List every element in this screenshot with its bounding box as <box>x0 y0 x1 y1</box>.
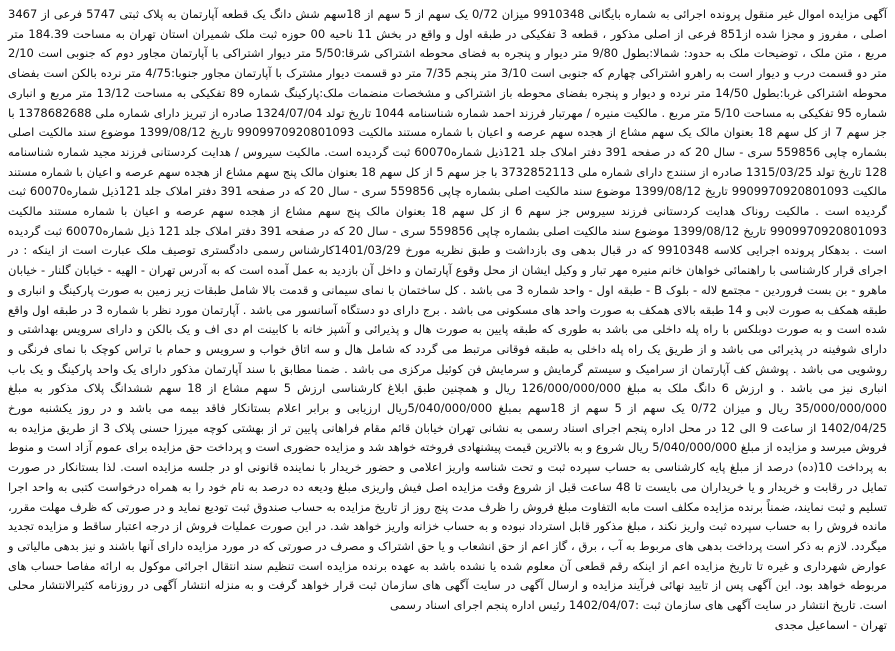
notice-body-text: آگهی مزایده اموال غیر منقول پرونده اجرائی به شماره بایگانی 9910348 میزان 0/72 یک سهم از 5 سهم از 18سهم شش دانگ یک قطعه آپارتمان به پلاک ثبتی 5747 فرعی از 3467 اصلی ، مفروز و مجزا شده از851 فرعی از اصلی مذکور ، قطعه 3 تفکیکی در طبقه اول و واقع در بخش 11 ناحیه 00 حوزه ثبت ملک شمیران استان تهران به مساحت 184.39 متر مربع ، متن ملک ، توضیحات ملک به حدود: شمالا:بطول 9/80 متر دیوار و پنجره به فضای محوطه اشتراکی شرقا:5/50 متر دیوار اشتراکی با آپارتمان مجاور دوم که جنوبی است 2/10 متر دو قسمت درب و دیوار است به راهرو اشتراکی چهارم که جنوبی است 3/10 متر پنجم 7/35 متر دو قسمت دیوار مشترک با آپارتمان مجاور جنوبا:4/75 متر نرده بالکن است بفضای محوطه اشتراکی غربا:بطول 14/50 متر نرده و دیوار و پنجره بفضای محوطه باز اشتراکی و مشخصات منضمات ملک:پارکینگ شماره 89 تفکیکی به مساحت 13/12 متر مربع و انباری شماره 95 تفکیکی به مساحت 5/10 متر مربع . مالکیت منیره / مهرتبار فرزند احمد شماره شناسنامه 1044 تاریخ تولد 1324/07/04 صادره از تبریز دارای شماره ملی 1378682688 با جز سهم 7 از کل سهم 18 بعنوان مالک یک سهم مشاع از هجده سهم عرصه و اعیان با شماره مستند مالکیت 9909970920801093 تاریخ 1399/08/12 موضوع سند مالکیت اصلی بشماره چاپی 559856 سری - سال 20 که در صفحه 391 دفتر املاک جلد 121ذیل شماره60070 ثبت گردیده است. مالکیت سیروس / هدایت کردستانی فرزند مجید شماره شناسنامه 128 تاریخ تولد 1315/03/25 صادره از سنندج دارای شماره ملی 3732852113 با جز سهم 5 از کل سهم 18 بعنوان مالک پنج سهم مشاع از هجده سهم عرصه و اعیان با شماره مستند مالکیت 9909970920801093 تاریخ 1399/08/12 موضوع سند مالکیت اصلی بشماره چاپی 559856 سری - سال 20 که در صفحه 391 دفتر املاک جلد 121ذیل شماره60070 ثبت گردیده است . مالکیت روناک هدایت کردستانی فرزند سیروس جز سهم 6 از کل سهم 18 بعنوان مالک پنج سهم مشاع از هجده سهم عرصه و اعیان با شماره مستند مالکیت 9909970920801093 تاریخ 1399/08/12 موضوع سند مالکیت اصلی بشماره چاپی 559856 سری - سال 20 که در صفحه 391 دفتر املاک جلد 121 ذیل شماره60070 ثبت گردیده است . بدهکار پرونده اجرایی کلاسه 9910348 که در قبال بدهی وی بازداشت و طبق نظریه مورخ 1401/03/29کارشناس رسمی دادگستری توصیف ملک عبارت است از اینکه : در اجرای قرار کارشناسی با راهنمائی خواهان خانم منیره مهر تبار و وکیل ایشان از محل وقوع آپارتمان و داخل آن بازدید به عمل آمده است که به آدرس تهران - الهیه - خیابان گلنار - خیابان ماهرو - بن بست فروردین - مجتمع لاله - بلوک B - طبقه اول - واحد شماره 3 می باشد . کل ساختمان با نمای سیمانی و قدمت بالا شامل طبقات زیر زمین به صورت پارکینگ و انباری و طبقه همکف به صورت لابی و 14 طبقه بالای همکف به صورت واحد های مسکونی می باشد . برج دارای دو دستگاه آسانسور می باشد . آپارتمان مورد نظر با شماره 3 در طبقه اول واقع شده است و به صورت دوبلکس با راه پله داخلی می باشد به طوری که طبقه پایین به صورت هال و پذیرائی و آشپز خانه با کابینت ام دی اف و یک بالکن و دارای سرویس بهداشتی و دارای شوفینه در پذیرائی می باشد و از طریق یک راه پله داخلی به طبقه فوقانی مرتبط می گردد که شامل هال و سه اتاق خواب و سرویس و حمام با تراس کوچک با نمای فرنگی و روشویی می باشد . پوشش کف آپارتمان از سرامیک و سیستم گرمایش و سرمایش فن کوئیل مرکزی می باشد . ضمنا مطابق با سند آپارتمان مذکور دارای یک واحد پارکینگ و یک باب انباری نیز می باشد . و ارزش 6 دانگ ملک به مبلغ 126/000/000/000 ریال و همچنین طبق ابلاغ کارشناسی ارزش 5 سهم مشاع از 18 سهم ششدانگ پلاک مذکور به مبلغ 35/000/000/000 ریال و میزان 0/72 یک سهم از 5 سهم از 18سهم بمبلغ 5/040/000/000ریال ارزیابی و برابر اعلام بستانکار فاقد بیمه می باشد و در روز یکشنبه مورخ 1402/04/25 از ساعت 9 الی 12 در محل اداره پنجم اجرای اسناد رسمی به نشانی تهران خیابان قائم مقام فراهانی پایین تر از بهشتی کوچه میرزا حسنی پلاک 3 از طریق مزایده به فروش میرسد و مزایده از مبلغ 5/040/000/000 ریال شروع و به بالاترین قیمت پیشنهادی فروخته خواهد شد و مزایده حضوری است و پرداخت حق مزایده برای عموم آزاد است و منوط به پرداخت 10(ده) درصد از مبلغ پایه کارشناسی به حساب سپرده ثبت و تحت شناسه واریز اعلامی و حضور خریدار با نماینده قانونی او در جلسه مزایده است. لذا بستانکار در صورت تمایل در رقابت و خریدار و یا خریداران می بایست تا 48 ساعت قبل از شروع وقت مزایده اصل فیش واریزی مبلغ ودیعه ده درصد به نام خود را به همراه درخواست کتبی به واحد اجرا تسلیم و ثبت نمایند، ضمناً برنده مزایده مکلف است مابه التفاوت مبلغ فروش را ظرف مدت پنج روز از تاریخ مزایده به حساب صندوق ثبت تودیع نماید و در صورتی که ظرف مهلت مقرر، مانده فروش را به حساب سپرده ثبت واریز نکند ، مبلغ مذکور قابل استرداد نبوده و به حساب خزانه واریز خواهد شد. در این صورت عملیات فروش از درجه اعتبار ساقط و مزایده تجدید میگردد. لازم به ذکر است پرداخت بدهی های مربوط به آب ، برق ، گاز اعم از حق انشعاب و یا حق اشتراک و مصرف در صورتی که در مورد مزایده دارای آنها باشند و نیز بدهی مالیاتی و عوارض شهرداری و غیره تا تاریخ مزایده اعم از اینکه رقم قطعی آن معلوم شده یا نشده باشد به عهده برنده مزایده است تنظیم سند انتقال اجرائی موکول به ارائه مفاصا حساب های مربوطه خواهد بود. این آگهی پس از تایید نهائی فرآیند مزایده و ارسال آگهی در سایت آگهی های سازمان ثبت قرار خواهد گرفت و به منزله انتشار آگهی در روزنامه کثیرالانتشار محلی است. تاریخ انتشار در سایت آگهی های سازمان ثبت :1402/04/07 رئیس اداره پنجم اجرای اسناد رسمی <box>8 7 888 613</box>
notice-signature: تهران - اسماعیل مجدی <box>774 617 887 632</box>
